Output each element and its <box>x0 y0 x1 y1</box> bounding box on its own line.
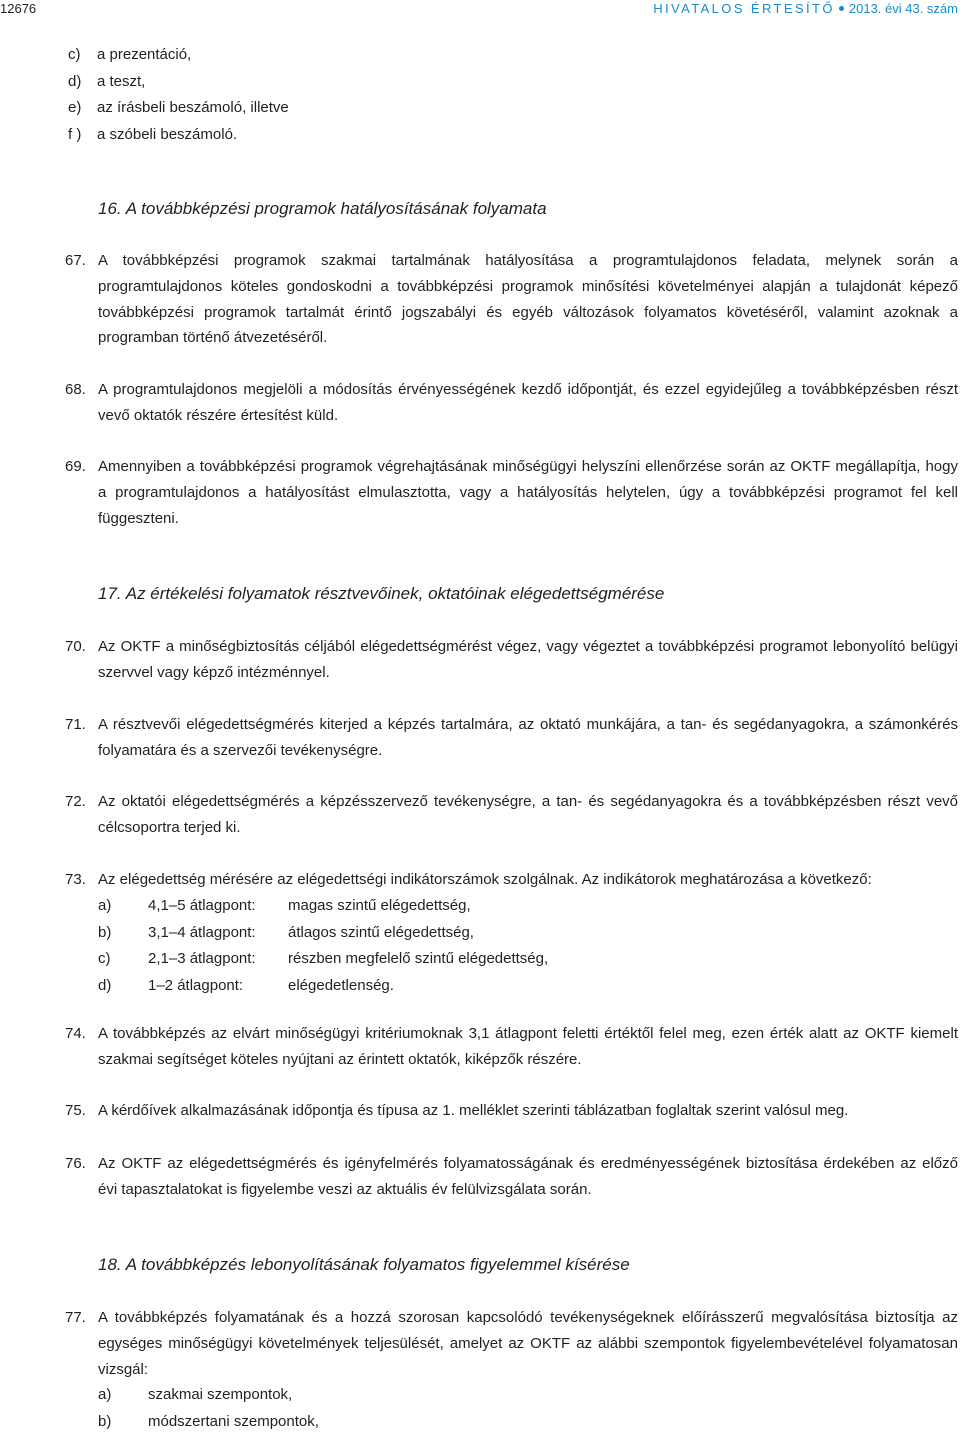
list-item: b) módszertani szempontok, <box>98 1409 319 1435</box>
section-17-heading: 17. Az értékelési folyamatok résztvevőinek, oktatóinak elégedettségmérése <box>98 584 664 604</box>
paragraph-number: 70. <box>65 634 86 660</box>
list-item: f ) a szóbeli beszámoló. <box>68 122 289 149</box>
bullet-dot-icon <box>839 6 844 11</box>
indicator-item: b) 3,1–4 átlagpont: átlagos szintű elégedettség, <box>98 920 548 947</box>
paragraph-text: A továbbképzés az elvárt minőségügyi kritériumoknak 3,1 átlagpont feletti értéktől felel meg, ezen érték alatt az OKTF kiemelt szakmai segítséget köteles nyújtani az érintett oktatók, kiképzők részére. <box>98 1021 958 1073</box>
paragraph-text: Amennyiben a továbbképzési programok végrehajtásának minőségügyi helyszíni ellenőrzése során az OKTF megállapítja, hogy a programtulajdonos a hatályosítást elmulasztotta, vagy a hatályosítás helytelen, úgy a továbbképzési programot fel kell függeszteni. <box>98 454 958 531</box>
paragraph-text: A résztvevői elégedettségmérés kiterjed a képzés tartalmára, az oktató munkájára, a tan- és segédanyagokra, a számonkérés folyamatára és a szervezői tevékenységre. <box>98 712 958 764</box>
list-item: a) szakmai szempontok, <box>98 1382 319 1409</box>
paragraph-text: A kérdőívek alkalmazásának időpontja és típusa az 1. melléklet szerinti táblázatban foglaltak szerint valósul meg. <box>98 1098 958 1124</box>
paragraph-72 <box>65 789 958 841</box>
paragraph-number: 73. <box>65 867 86 893</box>
list-item: c) a prezentáció, <box>68 42 289 69</box>
page-number: 12676 <box>0 1 36 16</box>
paragraph-text: A továbbképzési programok szakmai tartalmának hatályosítása a programtulajdonos feladata, melynek során a programtulajdonos köteles gondoskodni a továbbképzési programok minősítési követelményei alapján a tulajdonát képező továbbképzési programok tartalmát érintő jogszabályi és egyéb változások folyamatos követéséről, valamint azoknak a programban történő átvezetéséről. <box>98 248 958 351</box>
paragraph-number: 69. <box>65 454 86 480</box>
running-head <box>653 1 958 16</box>
top-list <box>68 42 289 148</box>
section-16-heading: 16. A továbbképzési programok hatályosításának folyamata <box>98 199 547 219</box>
page-header <box>0 0 960 22</box>
indicator-item: a) 4,1–5 átlagpont: magas szintű elégedettség, <box>98 893 548 920</box>
issue-label: 2013. évi 43. szám <box>849 1 958 16</box>
paragraph-number: 72. <box>65 789 86 815</box>
paragraph-number: 77. <box>65 1305 86 1331</box>
paragraph-text: Az OKTF az elégedettségmérés és igényfelmérés folyamatosságának és eredményességének biztosítása érdekében az előző évi tapasztalatokat is figyelembe veszi az aktuális év felülvizsgálata során. <box>98 1151 958 1203</box>
indicator-item: c) 2,1–3 átlagpont: részben megfelelő szintű elégedettség, <box>98 946 548 973</box>
paragraph-text: Az elégedettség mérésére az elégedettségi indikátorszámok szolgálnak. Az indikátorok meghatározása a következő: <box>98 867 958 893</box>
paragraph-71 <box>65 712 958 764</box>
paragraph-68 <box>65 377 958 429</box>
paragraph-76 <box>65 1151 958 1203</box>
paragraph-77 <box>65 1305 958 1382</box>
paragraph-text: Az oktatói elégedettségmérés a képzésszervező tevékenységre, a tan- és segédanyagokra és a továbbképzésben részt vevő célcsoportra terjed ki. <box>98 789 958 841</box>
paragraph-text: A programtulajdonos megjelöli a módosítás érvényességének kezdő időpontját, és ezzel egyidejűleg a továbbképzésben részt vevő oktatók részére értesítést küld. <box>98 377 958 429</box>
paragraph-70 <box>65 634 958 686</box>
paragraph-number: 68. <box>65 377 86 403</box>
bottom-list <box>98 1382 319 1435</box>
paragraph-number: 76. <box>65 1151 86 1177</box>
publication-name: HIVATALOS ÉRTESÍTŐ <box>653 1 835 16</box>
section-18-heading: 18. A továbbképzés lebonyolításának folyamatos figyelemmel kísérése <box>98 1255 630 1275</box>
paragraph-number: 71. <box>65 712 86 738</box>
indicator-list <box>98 893 548 999</box>
paragraph-number: 75. <box>65 1098 86 1124</box>
paragraph-74 <box>65 1021 958 1073</box>
paragraph-text: Az OKTF a minőségbiztosítás céljából elégedettségmérést végez, vagy végeztet a továbbképzési programot lebonyolító belügyi szervvel vagy képző intézménnyel. <box>98 634 958 686</box>
paragraph-75 <box>65 1098 958 1124</box>
indicator-item: d) 1–2 átlagpont: elégedetlenség. <box>98 973 548 1000</box>
paragraph-number: 67. <box>65 248 86 274</box>
list-item: d) a teszt, <box>68 69 289 96</box>
list-item: e) az írásbeli beszámoló, illetve <box>68 95 289 122</box>
paragraph-69 <box>65 454 958 531</box>
paragraph-text: A továbbképzés folyamatának és a hozzá szorosan kapcsolódó tevékenységeknek előírásszerű megvalósítása biztosítja az egységes minőségügyi követelmények teljesülését, amelyet az OKTF az alábbi szempontok figyelembevételével folyamatosan vizsgál: <box>98 1305 958 1382</box>
paragraph-73 <box>65 867 958 893</box>
paragraph-67 <box>65 248 958 351</box>
paragraph-number: 74. <box>65 1021 86 1047</box>
